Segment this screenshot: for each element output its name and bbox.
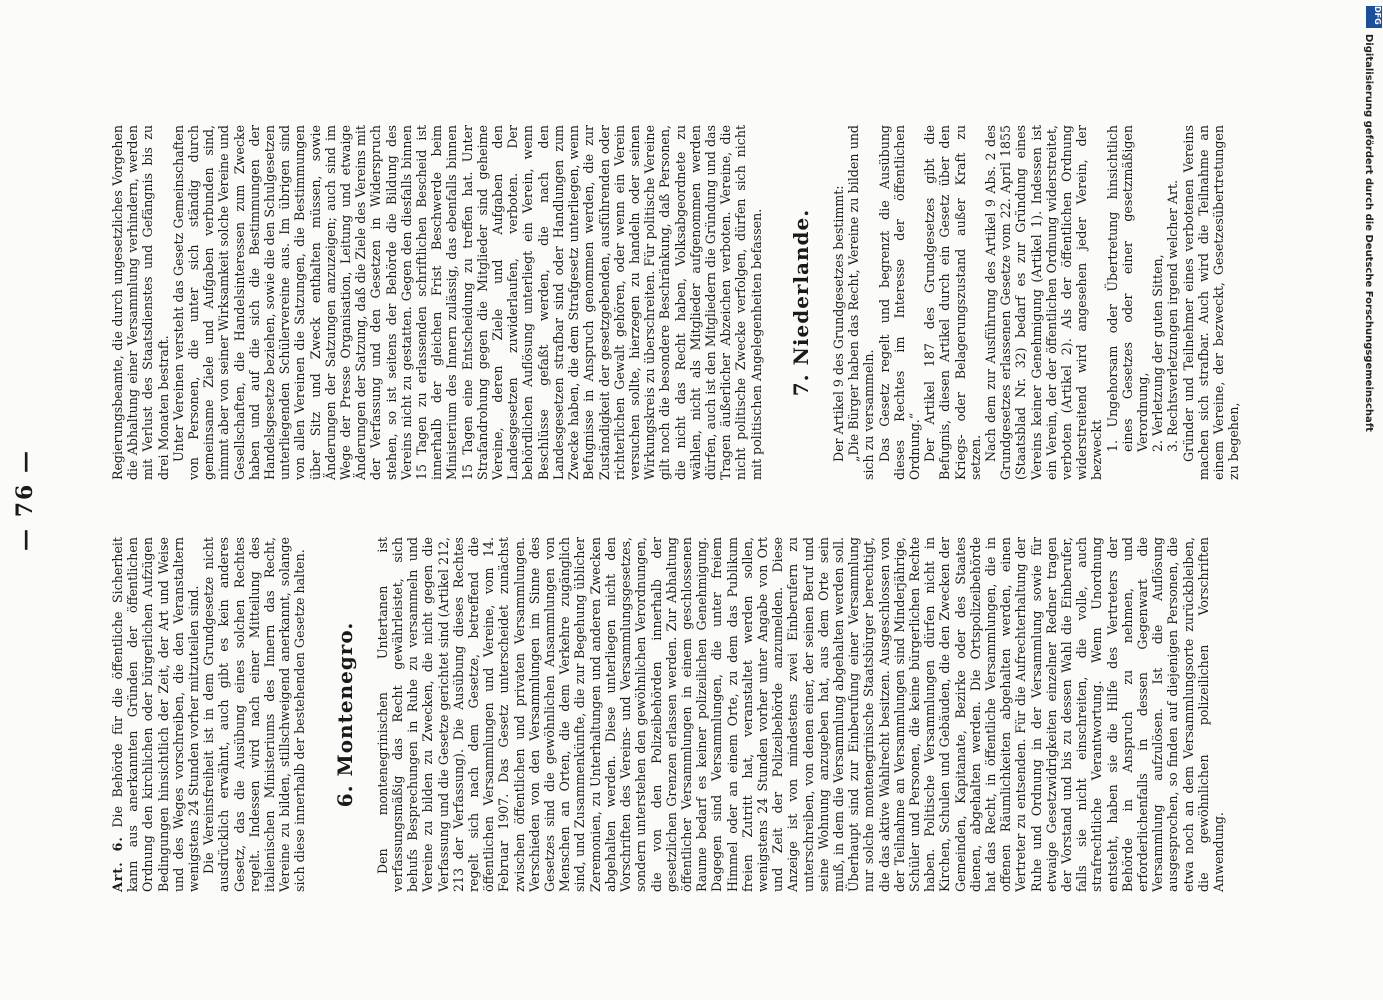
paragraph: Regierungsbeamte, die durch ungesetzliches Vorgehen die Abhaltung einer Versammlung verhindern, werden mit Verlust des Staatsdienstes und Gefängnis bis zu drei Monaten bestraft.	[110, 125, 171, 480]
paragraph: Der Artikel 9 des Grundgesetzes bestimmt:	[830, 185, 846, 462]
article-6-text: Die Behörde für die öffentliche Sicherheit kann aus anerkannten Gründen der öffentlichen Ordnung den kirchlichen oder bürgerlichen Aufzügen Bedingungen hinsichtlich der Zeit, der Art und Weise und des Weges vorschreiben, die den Veranstaltern wenigstens 24 Stunden vorher mitzuteilen sind.	[110, 537, 202, 892]
dfg-logo: DFG	[1366, 6, 1382, 28]
quote-paragraph: „Die Bürger haben das Recht, Vereine zu bilden und sich zu versammeln.	[846, 125, 877, 480]
section-heading-niederlande: 7. Niederlande.	[788, 208, 813, 397]
article-label: Art. 6.	[110, 836, 125, 892]
numbered-list	[1105, 125, 1181, 480]
left-column	[110, 537, 1226, 892]
paragraph: Unter Vereinen versteht das Gesetz Gemeinschaften von Personen, die unter sich ständig durch gemeinsame Ziele und Aufgaben verbunden sind, nimmt aber von seiner Wirksamkeit solche Vereine und Gesellschaften, die Handelsinteressen zum Zwecke haben und auf die sich die Bestimmungen der Handelsgesetze beziehen, sowie die den Schulgesetzen unterliegenden Schülervereine aus. Im übrigen sind von allen Vereinen die Satzungen, die Bestimmungen über Sitz und Zweck enthalten müssen, sowie Änderungen der Satzungen anzuzeigen; auch sind im Wege der Presse Organisation, Leitung und etwaige Änderungen der Satzung, daß die Ziele des Vereins mit der Verfassung und den Gesetzen in Widerspruch stehen, so ist seitens der Behörde die Bildung des Vereins nicht zu gestatten. Gegen den diesfalls binnen 15 Tagen zu erlassenden schriftlichen Bescheid ist innerhalb der gleichen Frist Beschwerde beim Ministerium des Innern zulässig, das ebenfalls binnen 15 Tagen eine Entscheidung zu treffen hat. Unter Strafandrohung gegen die Mitglieder sind geheime Vereine, deren Ziele und Aufgaben den Landesgesetzen zuwiderlaufen, verboten. Der behördlichen Auflösung unterliegt ein Verein, wenn Beschlüsse gefaßt werden, die nach den Landesgesetzen strafbar sind oder Handlungen zum Zwecke haben, die dem Strafgesetz unterliegen, wenn Befugnisse in Anspruch genommen werden, die zur Zuständigkeit der gesetzgebenden, ausführenden oder richterlichen Gewalt gehören, oder wenn ein Verein versuchen sollte, hierzegen zu handeln oder seinen Wirkungskreis zu überschreiten. Für politische Vereine gilt noch die besondere Beschränkung, daß Personen, die nicht das Recht haben, Volksabgeordnete zu wählen, nicht als Mitglieder aufgenommen werden dürfen, auch ist den Mitgliedern die Gründung und das Tragen äußerlicher Abzeichen verboten. Vereine, die nicht politische Zwecke verfolgen, dürfen sich nicht mit politischen Angelegenheiten befassen.	[170, 125, 764, 480]
funding-credit	[1362, 34, 1382, 714]
paragraph: Das Gesetz regelt und begrenzt die Ausübung dieses Rechtes im Interesse der öffentlichen Ordnung.“	[876, 125, 922, 480]
article-6-paragraph	[110, 537, 201, 892]
paragraph: Gründer und Teilnehmer eines verbotenen Vereins machen sich strafbar. Auch wird die Teilnahme an einem Vereine, der bezweckt, Gesetzesübertretungen zu begehen,	[1180, 125, 1242, 480]
section-heading-montenegro: 6. Montenegro.	[332, 621, 357, 808]
right-column	[110, 125, 1241, 480]
list-item: 1. Ungehorsam oder Übertretung hinsichtlich eines Gesetzes oder einer gesetzmäßigen Verordnung,	[1104, 125, 1150, 452]
paragraph: Nach dem zur Ausführung des Artikel 9 Abs. 2 des Grundgesetzes erlassenen Gesetze vom 22. April 1855 (Staatsblad Nr. 32) bedarf es zur Gründung eines Vereins keiner Genehmigung (Artikel 1). Indessen ist ein Verein, der der öffentlichen Ordnung widerstreitet, verboten (Artikel 2). Als der öffentlichen Ordnung widerstreitend wird angesehen jeder Verein, der bezweckt	[982, 125, 1105, 480]
paragraph: Der Artikel 187 des Grundgesetzes gibt die Befugnis, diesen Artikel durch ein Gesetz über den Kriegs- oder Belagerungszustand außer Kraft zu setzen.	[922, 125, 983, 480]
list-item: 3. Rechtsverletzungen irgend welcher Art.	[1165, 179, 1181, 452]
paragraph: Den montenegrinischen Untertanen ist verfassungsmäßig das Recht gewährleistet, sich behufs Besprechungen in Ruhe zu versammeln und Vereine zu bilden zu Zwecken, die nicht gegen die Verfassung und die Gesetze gerichtet sind (Artikel 212, 213 der Verfassung). Die Ausübung dieses Rechtes regelt sich nach dem Gesetze, betreffend die öffentlichen Versammlungen und Vereine, vom 14. Februar 1907. Das Gesetz unterscheidet zunächst zwischen öffentlichen und privaten Versammlungen. Verschieden von den Versammlungen im Sinne des Gesetzes sind die gewöhnlichen Ansammlungen von Menschen an Orten, die dem Verkehre zugänglich sind, und Zusammenkünfte, die zur Begehung üblicher Zeremonien, zu Unterhaltungen und anderen Zwecken abgehalten werden. Diese unterliegen nicht den Vorschriften des Vereins- und Versammlungsgesetzes, sondern unterstehen den gewöhnlichen Verordnungen, die von den Polizeibehörden innerhalb der gesetzlichen Grenzen erlassen werden. Zur Abhaltung öffentlicher Versammlungen in einem geschlossenen Raume bedarf es keiner polizeilichen Genehmigung. Dagegen sind Versammlungen, die unter freiem Himmel oder an einem Orte, zu dem das Publikum freien Zutritt hat, veranstaltet werden sollen, wenigstens 24 Stunden vorher unter Angabe von Ort und Zeit der Polizeibehörde anzumelden. Diese Anzeige ist von mindestens zwei Einberufern zu unterschreiben, von denen einer, der seinen Beruf und seine Wohnung anzugeben hat, aus dem Orte sein muß, in dem die Versammlung abgehalten werden soll. Überhaupt sind zur Einberufung einer Versammlung nur solche montenegrinische Staatsbürger berechtigt, die das aktive Wahlrecht besitzen. Ausgeschlossen von der Teilnahme an Versammlungen sind Minderjährige, Schüler und Personen, die keine bürgerlichen Rechte haben. Politische Versammlungen dürfen nicht in Kirchen, Schulen und Gebäuden, die den Zwecken der Gemeinden, Kapitanate, Bezirke oder des Staates dienen, abgehalten werden. Die Ortspolizeibehörde hat das Recht, in öffentliche Versammlungen, die in offenen Räumlichkeiten abgehalten werden, einen Vertreter zu entsenden. Für die Aufrechterhaltung der Ruhe und Ordnung in der Versammlung sowie für etwaige Gesetzwidrigkeiten einzelner Redner tragen der Vorstand und bis zu dessen Wahl die Einberufer, falls sie nicht einschreiten, die volle, auch strafrechtliche Verantwortung. Wenn Unordnung entsteht, haben sie die Hilfe des Vertreters der Behörde in Anspruch zu nehmen, und erforderlichenfalls in dessen Gegenwart die Versammlung aufzulösen. Ist die Auflösung ausgesprochen, so finden auf diejenigen Personen, die etwa noch an dem Versammlungsorte zurückbleiben, die gewöhnlichen polizeilichen Vorschriften Anwendung.	[374, 537, 1227, 892]
funding-credit-text: Digitalisierung gefördert durch die Deutsche Forschungsgemeinschaft	[1363, 34, 1374, 432]
page-number: — 76 —	[12, 449, 38, 551]
paragraph: Die Vereinsfreiheit ist in dem Grundgesetze nicht ausdrücklich erwähnt, auch gibt es kein anderes Gesetz, das die Ausübung eines solchen Rechtes regelt. Indessen wird nach einer Mitteilung des italienischen Ministeriums des Innern das Recht, Vereine zu bilden, stillschweigend anerkannt, solange sich diese innerhalb der bestehenden Gesetze halten.	[201, 537, 308, 892]
list-item: 2. Verletzung der guten Sitten,	[1150, 254, 1166, 452]
